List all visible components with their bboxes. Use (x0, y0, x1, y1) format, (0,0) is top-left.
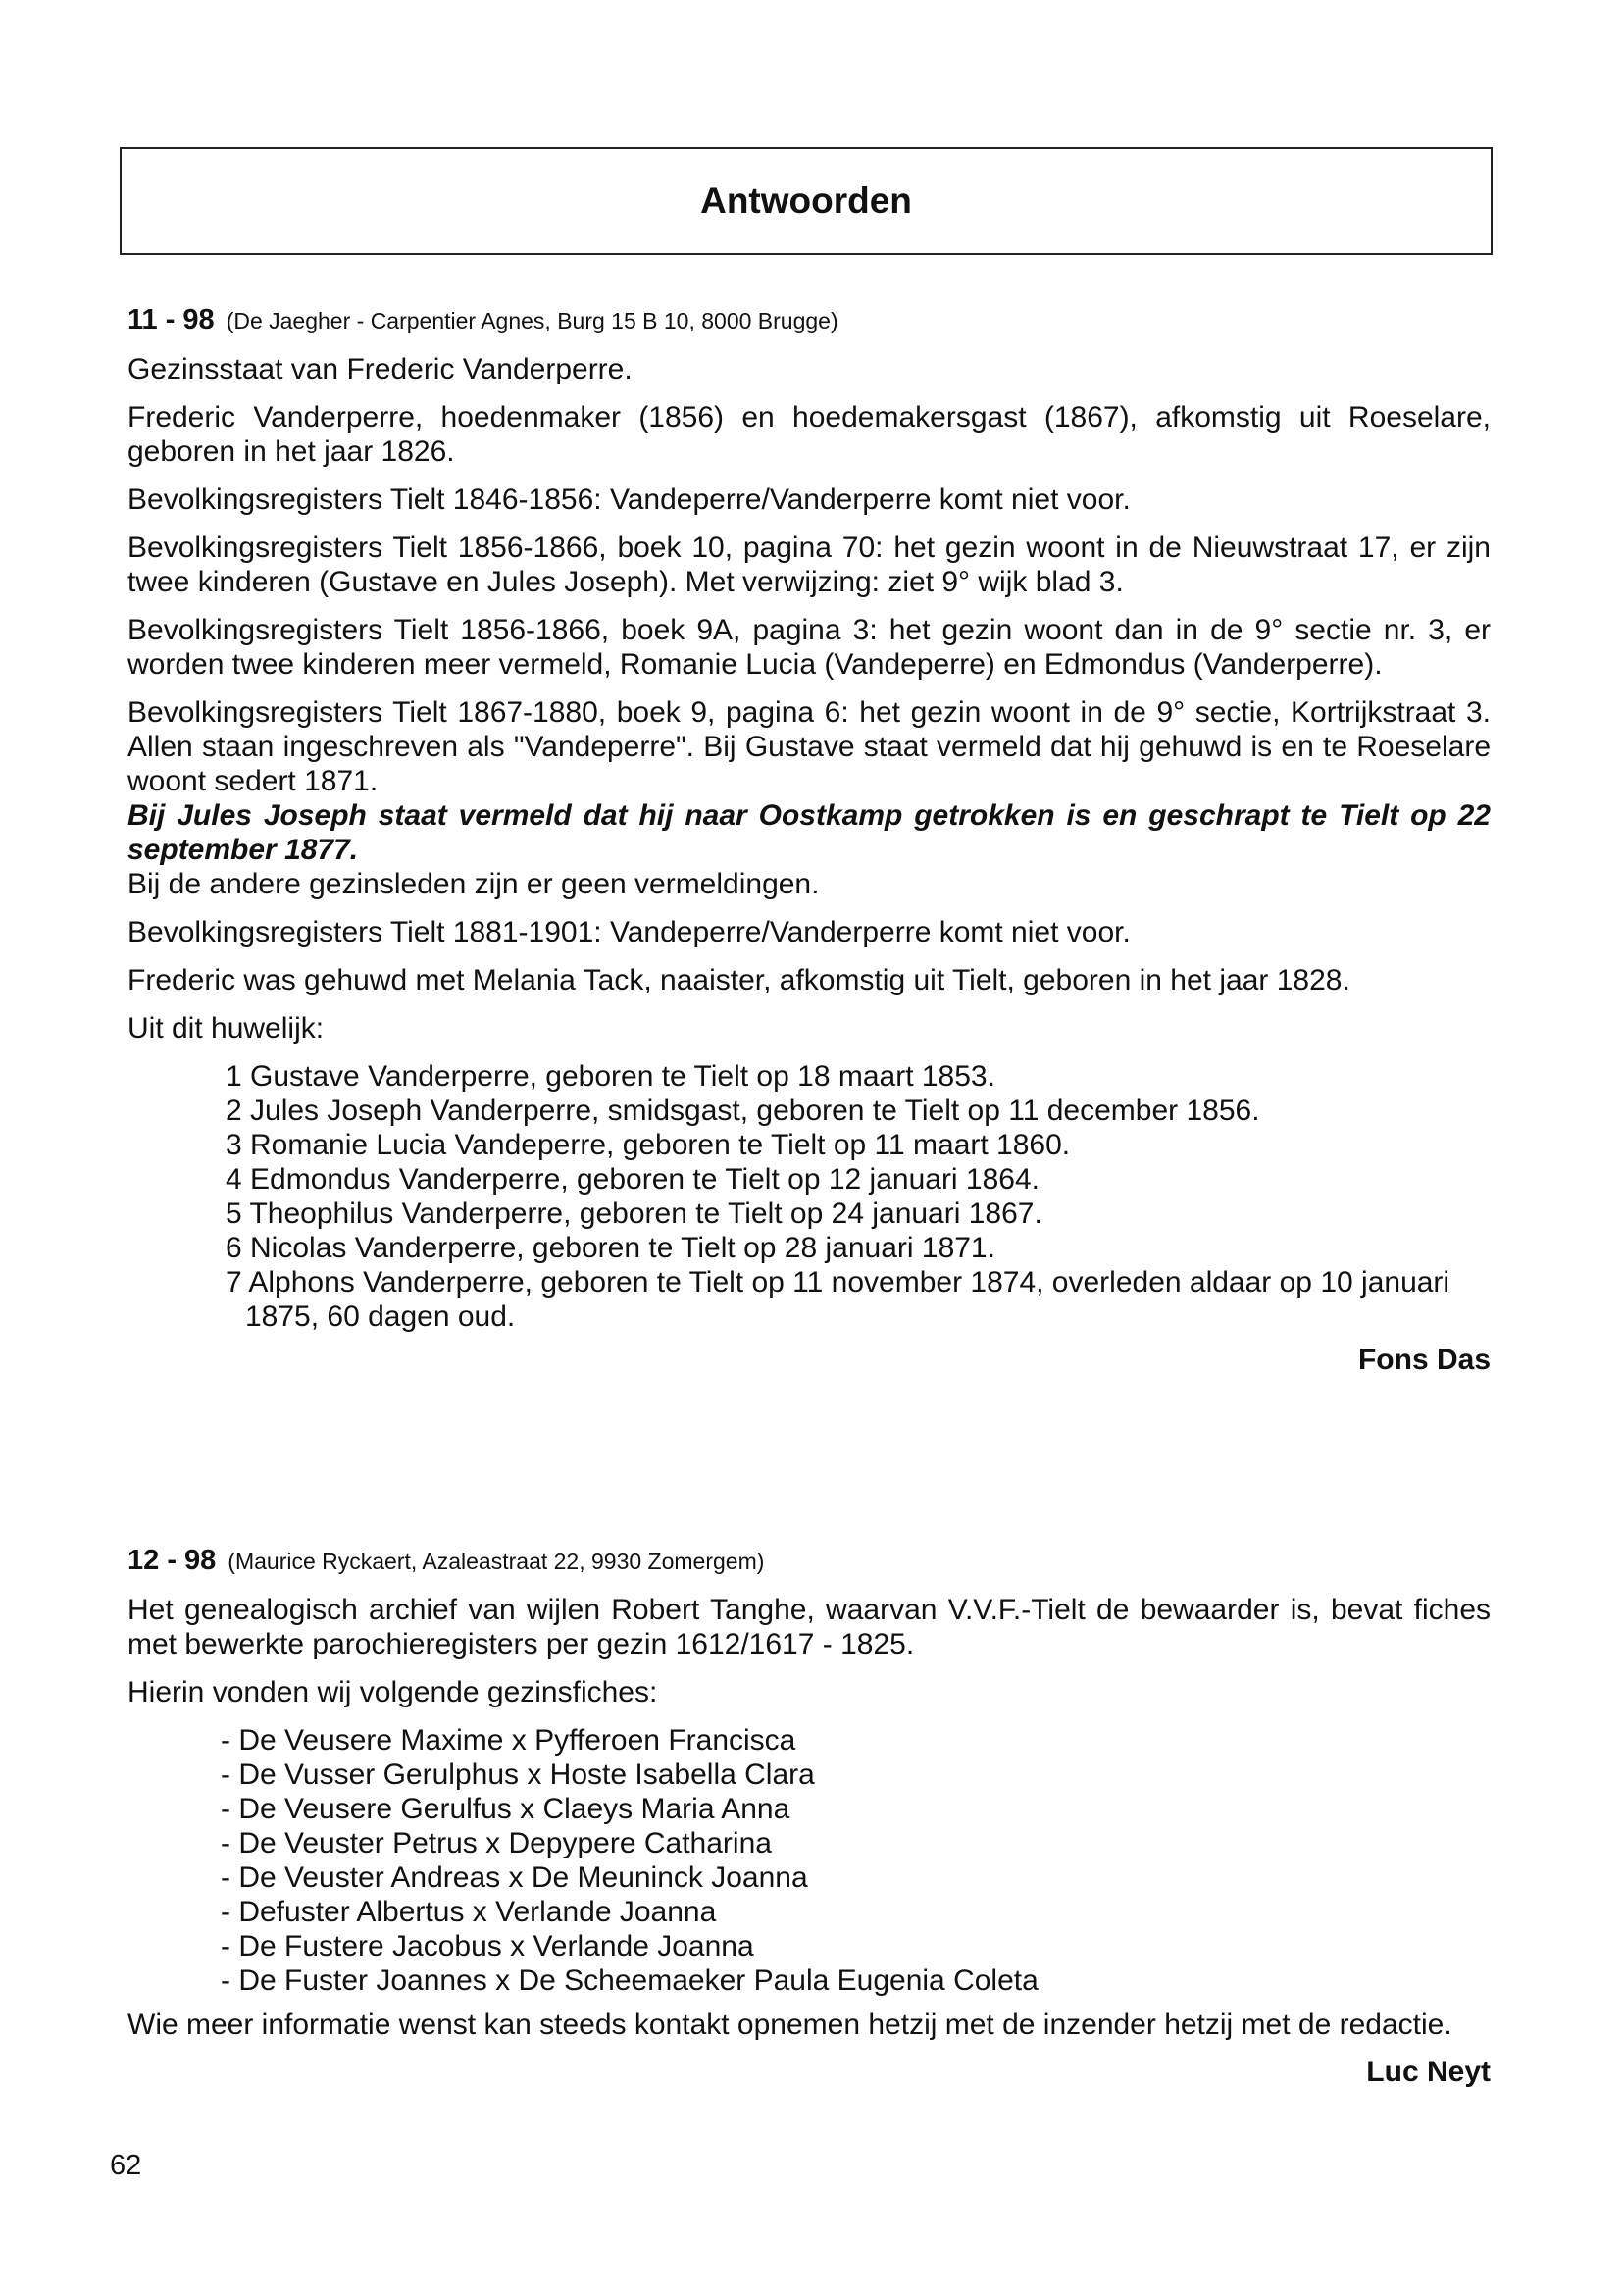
paragraph: Bevolkingsregisters Tielt 1867-1880, boek 9, pagina 6: het gezin woont in de 9° sectie, Kortrijkstraat 3. Allen staan ingeschreven als "Vandeperre". Bij Gustave staat vermeld dat hij gehuwd is en te Roeselare woont sedert 1871. (127, 696, 1491, 797)
paragraph: Bevolkingsregisters Tielt 1881-1901: Vandeperre/Vanderperre komt niet voor. (127, 916, 1131, 948)
list-item: 2 Jules Joseph Vanderperre, smidsgast, geboren te Tielt op 11 december 1856. (226, 1095, 1260, 1127)
list-item: - De Fustere Jacobus x Verlande Joanna (221, 1930, 754, 1962)
signature: Fons Das (1357, 1344, 1491, 1376)
paragraph: Het genealogisch archief van wijlen Robert Tanghe, waarvan V.V.F.-Tielt de bewaarder is, bevat fiches met bewerkte parochieregisters per gezin 1612/1617 - 1825. (127, 1594, 1491, 1660)
question-number: 11 - 98 (127, 304, 215, 335)
list-item: 6 Nicolas Vanderperre, geboren te Tielt op 28 januari 1871. (226, 1232, 995, 1264)
fiches-list (127, 1723, 1491, 1998)
answer-12-98 (127, 1545, 1491, 2089)
answer-11-98 (127, 304, 1491, 1377)
list-item: 1 Gustave Vanderperre, geboren te Tielt op 18 maart 1853. (226, 1060, 995, 1093)
paragraph: Gezinsstaat van Frederic Vanderperre. (127, 353, 633, 385)
page-number: 62 (110, 2150, 142, 2181)
question-reference: (De Jaegher - Carpentier Agnes, Burg 15 B 10, 8000 Brugge) (226, 308, 838, 333)
list-item: - De Veusere Maxime x Pyfferoen Francisca (221, 1724, 796, 1756)
paragraph: Frederic Vanderperre, hoedenmaker (1856) en hoedemakersgast (1867), afkomstig uit Roeselare, geboren in het jaar 1826. (127, 401, 1491, 468)
list-item: 5 Theophilus Vanderperre, geboren te Tielt op 24 januari 1867. (226, 1197, 1042, 1230)
list-item: 3 Romanie Lucia Vandeperre, geboren te Tielt op 11 maart 1860. (226, 1129, 1071, 1161)
title-box (120, 147, 1493, 255)
highlighted-paragraph: Bij Jules Joseph staat vermeld dat hij naar Oostkamp getrokken is en geschrapt te Tielt op 22 september 1877. (127, 799, 1491, 866)
list-item: - De Veusere Gerulfus x Claeys Maria Anna (221, 1793, 790, 1825)
list-item: - De Vusser Gerulphus x Hoste Isabella Clara (221, 1758, 815, 1791)
children-list (127, 1059, 1491, 1334)
paragraph: Bevolkingsregisters Tielt 1856-1866, boek 9A, pagina 3: het gezin woont dan in de 9° sectie nr. 3, er worden twee kinderen meer vermeld, Romanie Lucia (Vandeperre) en Edmondus (Vanderperre). (127, 614, 1491, 681)
page-title: Antwoorden (700, 180, 912, 221)
paragraph: Bij de andere gezinsleden zijn er geen vermeldingen. (127, 868, 820, 900)
paragraph: Bevolkingsregisters Tielt 1846-1856: Vandeperre/Vanderperre komt niet voor. (127, 484, 1131, 516)
list-item: - Defuster Albertus x Verlande Joanna (221, 1896, 717, 1928)
question-number: 12 - 98 (127, 1545, 217, 1576)
list-item: - De Veuster Petrus x Depypere Catharina (221, 1827, 772, 1859)
list-item: - De Veuster Andreas x De Meuninck Joanna (221, 1861, 808, 1894)
question-reference: (Maurice Ryckaert, Azaleastraat 22, 9930 Zomergem) (228, 1549, 765, 1574)
list-item: 4 Edmondus Vanderperre, geboren te Tielt op 12 januari 1864. (226, 1163, 1040, 1196)
question-heading (127, 304, 1491, 336)
paragraph: Frederic was gehuwd met Melania Tack, naaister, afkomstig uit Tielt, geboren in het jaar 1828. (127, 964, 1350, 996)
question-heading (127, 1545, 1491, 1577)
paragraph: Uit dit huwelijk: (127, 1012, 325, 1044)
paragraph: Hierin vonden wij volgende gezinsfiches: (127, 1676, 658, 1708)
paragraph: Wie meer informatie wenst kan steeds kontakt opnemen hetzij met de inzender hetzij met de redactie. (127, 2009, 1452, 2041)
list-item: 7 Alphons Vanderperre, geboren te Tielt op 11 november 1874, overleden aldaar op 10 januari 1875, 60 dagen oud. (226, 1266, 1450, 1333)
list-item: - De Fuster Joannes x De Scheemaeker Paula Eugenia Coleta (221, 1964, 1039, 1997)
paragraph: Bevolkingsregisters Tielt 1856-1866, boek 10, pagina 70: het gezin woont in de Nieuwstraat 17, er zijn twee kinderen (Gustave en Jules Joseph). Met verwijzing: ziet 9° wijk blad 3. (127, 532, 1491, 598)
signature: Luc Neyt (1366, 2056, 1491, 2088)
